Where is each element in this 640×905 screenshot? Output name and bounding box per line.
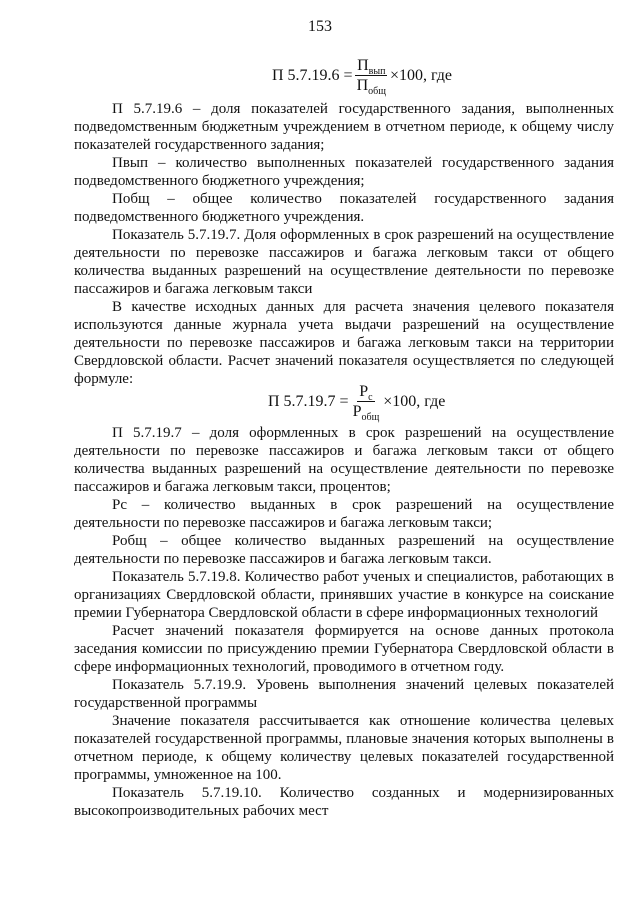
paragraph-p-obsch: Побщ – общее количество показателей государственного задания подведомственного бюджетного учреждения. xyxy=(74,191,614,225)
fraction-denominator: $П_{общ}$ xyxy=(356,77,386,98)
formula-5-7-19-6 xyxy=(272,57,452,98)
paragraph-definition-2: П 5.7.19.7 – доля оформленных в срок разрешений на осуществление деятельности по перевозке пассажиров и багажа легковым такси от общего количества выданных разрешений на осуществление деятельности по перевозке пассажиров и багажа легковым такси, процентов; xyxy=(74,425,614,495)
paragraph-source-data: В качестве исходных данных для расчета значения целевого показателя используются данные журнала учета выдачи разрешений на осуществление деятельности по перевозке пассажиров и багажа легковым такси на территории Свердловской области. Расчет значений показателя осуществляется по следующей формуле: xyxy=(74,299,614,387)
paragraph-calculation-5-7-19-8: Расчет значений показателя формируется на основе данных протокола заседания комиссии по присуждению премии Губернатора Свердловской области в сфере информационных технологий, проводимого в отчетном году. xyxy=(74,623,614,675)
fraction-numerator: $Р_с$ xyxy=(359,383,373,404)
text-block-1 xyxy=(74,100,614,388)
paragraph-indicator-5-7-19-7: Показатель 5.7.19.7. Доля оформленных в срок разрешений на осуществление деятельности по перевозке пассажиров и багажа легковым такси от общего количества выданных разрешений на осуществление деятельности по перевозке пассажиров и багажа легковым такси xyxy=(74,227,614,297)
paragraph-indicator-5-7-19-8: Показатель 5.7.19.8. Количество работ ученых и специалистов, работающих в организациях Свердловской области, принявших участие в конкурсе на соискание премии Губернатора Свердловской области в сфере информационных технологий xyxy=(74,569,614,621)
formula-lhs: П 5.7.19.7 = xyxy=(268,393,349,410)
paragraph-definition: П 5.7.19.6 – доля показателей государственного задания, выполненных подведомственным бюджетным учреждением в отчетном периоде, к общему числу показателей государственного задания; xyxy=(74,101,614,153)
paragraph-r-c: Рс – количество выданных в срок разрешений на осуществление деятельности по перевозке пассажиров и багажа легковым такси; xyxy=(74,497,614,531)
paragraph-r-obsch: Робщ – общее количество выданных разрешений на осуществление деятельности по перевозке пассажиров и багажа легковым такси. xyxy=(74,533,614,567)
text-block-2 xyxy=(74,424,614,820)
paragraph-p-vyp: Пвып – количество выполненных показателей государственного задания подведомственного бюджетного учреждения; xyxy=(74,155,614,189)
formula-tail: ×100, где xyxy=(383,393,446,410)
paragraph-indicator-5-7-19-9: Показатель 5.7.19.9. Уровень выполнения значений целевых показателей государственной программы xyxy=(74,677,614,711)
fraction-denominator: $Р_{общ}$ xyxy=(352,403,380,424)
formula-5-7-19-7 xyxy=(268,383,446,424)
formula-lhs: П 5.7.19.6 = xyxy=(272,67,353,84)
formula-tail: ×100, где xyxy=(389,67,452,84)
fraction-numerator: $П_{вып}$ xyxy=(357,57,386,78)
paragraph-indicator-5-7-19-10: Показатель 5.7.19.10. Количество созданных и модернизированных высокопроизводительных рабочих мест xyxy=(74,785,614,819)
paragraph-calculation-5-7-19-9: Значение показателя рассчитывается как отношение количества целевых показателей государственной программы, плановые значения которых выполнены в отчетном периоде, к общему количеству целевых показателей государственной программы, умноженное на 100. xyxy=(74,713,614,783)
fraction xyxy=(351,383,382,424)
fraction xyxy=(355,57,388,98)
page-number: 153 xyxy=(308,18,332,35)
